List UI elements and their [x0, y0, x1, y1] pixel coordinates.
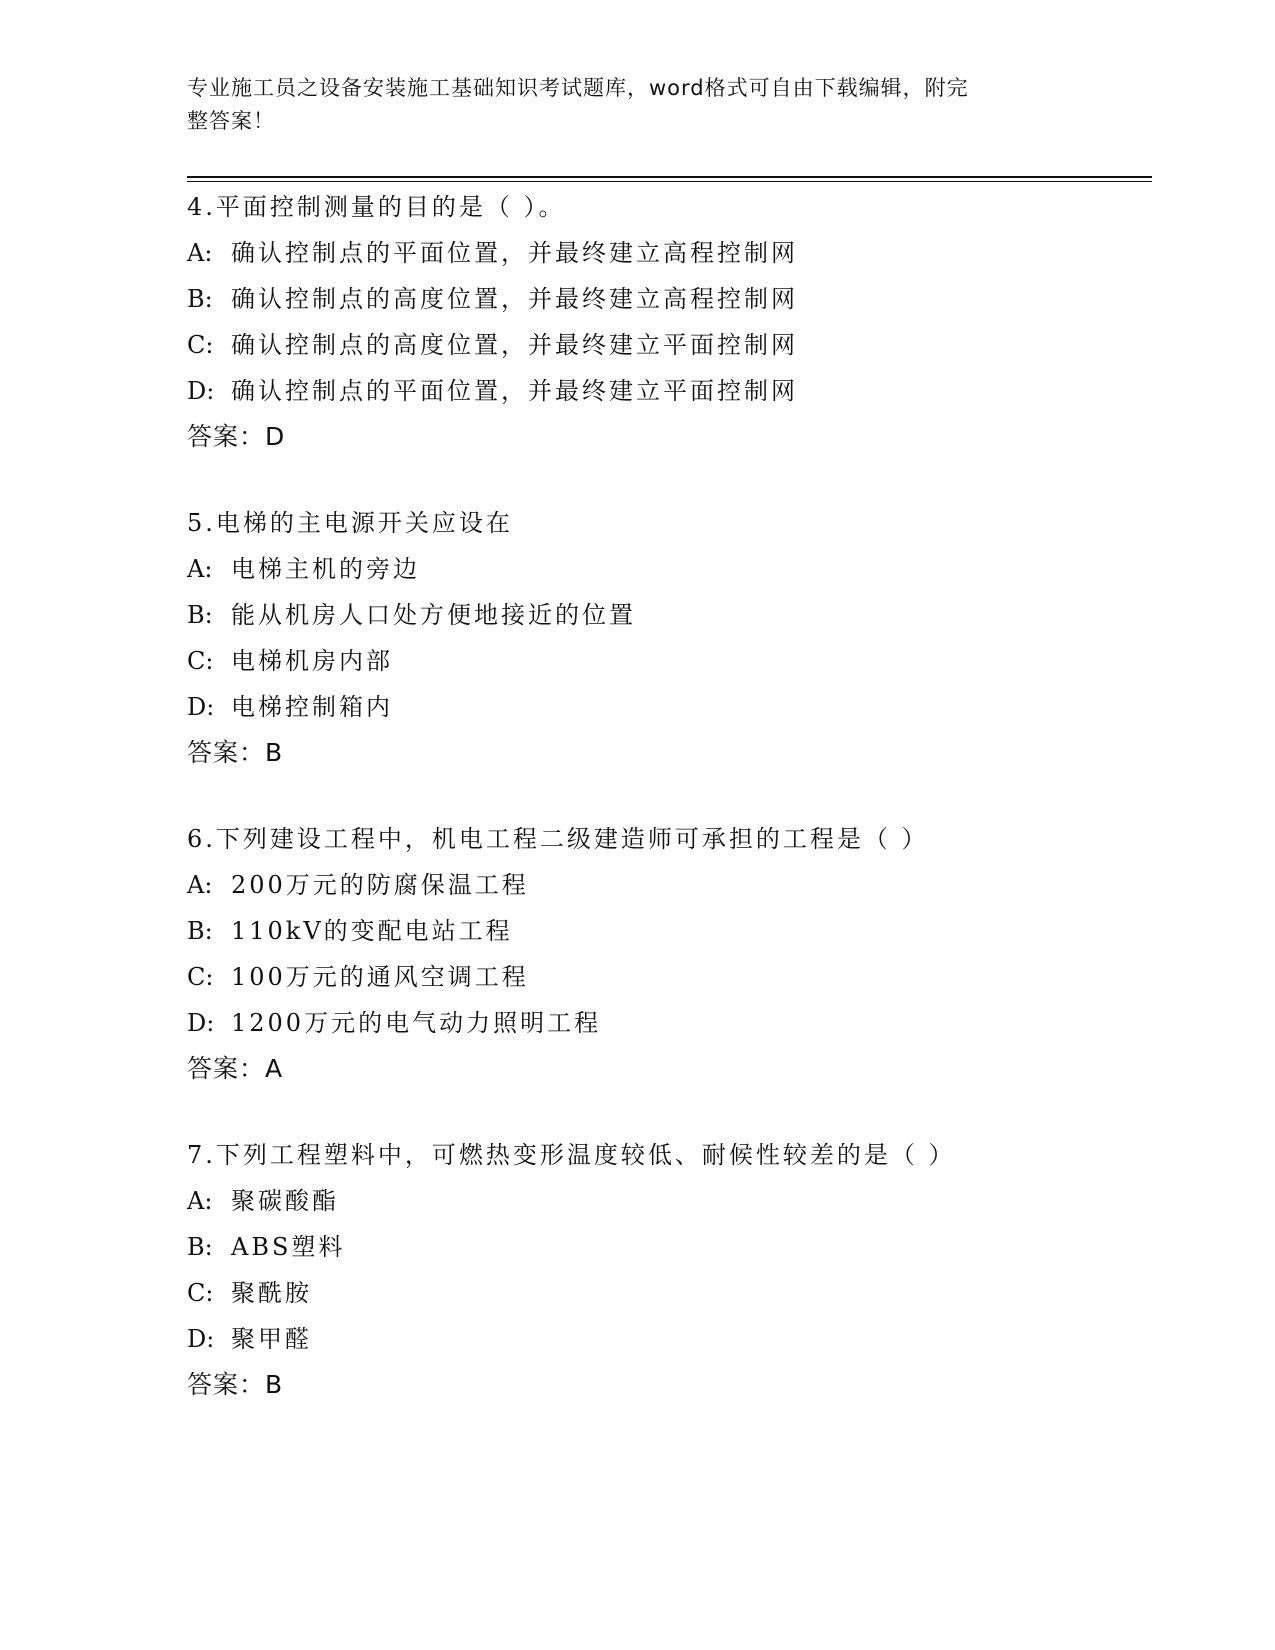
option-letter: C: — [187, 1279, 214, 1307]
option-text: 电梯控制箱内 — [231, 693, 393, 721]
answer-line: 答案：B — [187, 1370, 284, 1399]
question-title: 5.电梯的主电源开关应设在 — [187, 509, 513, 537]
option-text: 110kV的变配电站工程 — [231, 917, 513, 945]
header-line-2: 整答案！ — [187, 109, 275, 133]
header-divider-thick — [187, 176, 1152, 178]
question-title: 7.下列工程塑料中，可燃热变形温度较低、耐候性较差的是（ ） — [187, 1141, 956, 1169]
option-d — [187, 1000, 1147, 1046]
option-letter: A: — [187, 1187, 213, 1215]
option-text: 1200万元的电气动力照明工程 — [231, 1009, 602, 1037]
option-letter: D: — [187, 1325, 215, 1353]
option-letter: C: — [187, 331, 214, 359]
option-b — [187, 276, 1147, 322]
option-letter: B: — [187, 285, 213, 313]
option-letter: A: — [187, 239, 213, 267]
option-text: 确认控制点的高度位置，并最终建立高程控制网 — [231, 285, 798, 313]
option-text: 聚酰胺 — [231, 1279, 312, 1307]
option-letter: B: — [187, 917, 213, 945]
option-text: 确认控制点的高度位置，并最终建立平面控制网 — [231, 331, 798, 359]
option-letter: D: — [187, 1009, 215, 1037]
question-4 — [187, 184, 1147, 460]
option-c — [187, 322, 1147, 368]
option-a — [187, 1178, 1147, 1224]
option-text: ABS塑料 — [231, 1233, 346, 1261]
option-b — [187, 592, 1147, 638]
option-a — [187, 546, 1147, 592]
option-letter: D: — [187, 693, 215, 721]
option-b — [187, 908, 1147, 954]
question-7 — [187, 1132, 1147, 1408]
document-header — [187, 72, 1067, 138]
option-letter: C: — [187, 963, 214, 991]
option-a — [187, 862, 1147, 908]
option-text: 能从机房人口处方便地接近的位置 — [231, 601, 636, 629]
option-letter: C: — [187, 647, 214, 675]
question-5 — [187, 500, 1147, 776]
option-text: 200万元的防腐保温工程 — [231, 871, 529, 899]
answer-line: 答案：D — [187, 422, 286, 451]
option-text: 聚碳酸酯 — [231, 1187, 339, 1215]
header-line-1: 专业施工员之设备安装施工基础知识考试题库，word格式可自由下载编辑，附完 — [187, 76, 969, 100]
option-letter: D: — [187, 377, 215, 405]
question-title: 6.下列建设工程中，机电工程二级建造师可承担的工程是（ ） — [187, 825, 929, 853]
option-c — [187, 954, 1147, 1000]
option-a — [187, 230, 1147, 276]
option-d — [187, 684, 1147, 730]
option-text: 确认控制点的平面位置，并最终建立高程控制网 — [231, 239, 798, 267]
question-6 — [187, 816, 1147, 1092]
header-divider-thin — [187, 181, 1152, 182]
option-letter: B: — [187, 1233, 213, 1261]
option-text: 电梯机房内部 — [231, 647, 393, 675]
option-text: 确认控制点的平面位置，并最终建立平面控制网 — [231, 377, 798, 405]
option-c — [187, 1270, 1147, 1316]
option-d — [187, 368, 1147, 414]
option-b — [187, 1224, 1147, 1270]
option-text: 聚甲醛 — [231, 1325, 312, 1353]
option-letter: A: — [187, 555, 213, 583]
question-title: 4.平面控制测量的目的是（ ）。 — [187, 193, 566, 221]
option-text: 100万元的通风空调工程 — [231, 963, 529, 991]
option-text: 电梯主机的旁边 — [231, 555, 420, 583]
option-d — [187, 1316, 1147, 1362]
option-letter: B: — [187, 601, 213, 629]
answer-line: 答案：B — [187, 738, 284, 767]
option-letter: A: — [187, 871, 213, 899]
option-c — [187, 638, 1147, 684]
answer-line: 答案：A — [187, 1054, 284, 1083]
